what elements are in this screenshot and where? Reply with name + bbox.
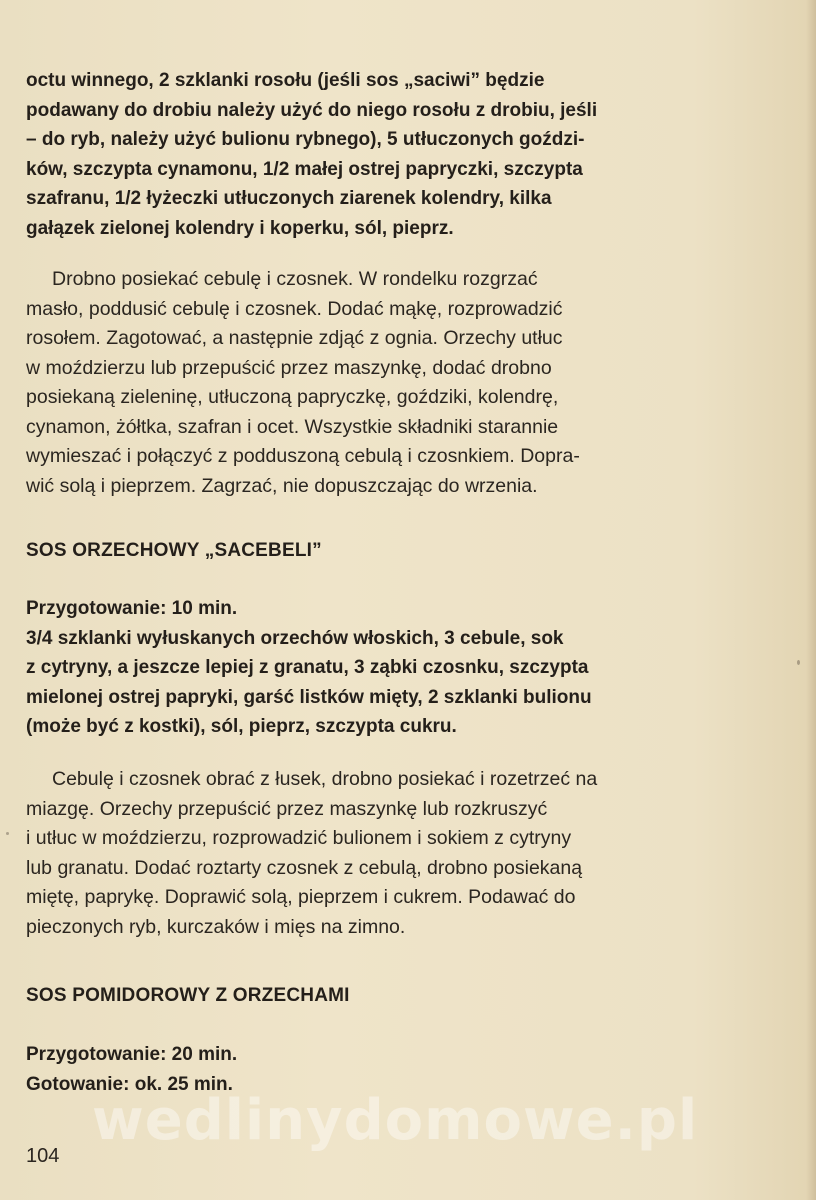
text-line: ków, szczypta cynamonu, 1/2 małej ostrej papryczki, szczypta	[26, 158, 583, 180]
text-line: gałązek zielonej kolendry i koperku, sól, pieprz.	[26, 217, 454, 239]
sacebeli-ingredients	[26, 594, 742, 742]
text-line: cynamon, żółtka, szafran i ocet. Wszystkie składniki starannie	[26, 415, 559, 438]
text-line: miazgę. Orzechy przepuścić przez maszynkę lub rozkruszyć	[26, 797, 548, 820]
prep-time: Przygotowanie: 10 min.	[26, 598, 238, 619]
saciwi-instructions	[26, 265, 742, 501]
text-line: i utłuc w moździerzu, rozprowadzić bulionem i sokiem z cytryny	[26, 827, 572, 849]
page-edge-shadow	[806, 0, 816, 1200]
text-line: miętę, paprykę. Doprawić solą, pieprzem i cukrem. Podawać do	[26, 886, 576, 908]
text-line: Cebulę i czosnek obrać z łusek, drobno posiekać i rozetrzeć na	[52, 768, 598, 790]
text-line: podawany do drobiu należy użyć do niego rosołu z drobiu, jeśli	[26, 99, 598, 121]
text-line: pieczonych ryb, kurczaków i mięs na zimno.	[26, 915, 406, 938]
text-line: mielonej ostrej papryki, garść listków mięty, 2 szklanki bulionu	[26, 686, 592, 708]
text-line: masło, poddusić cebulę i czosnek. Dodać mąkę, rozprowadzić	[26, 297, 563, 320]
text-line: octu winnego, 2 szklanki rosołu (jeśli sos „saciwi” będzie	[26, 70, 545, 91]
paper-speck	[6, 832, 9, 835]
cook-time: Gotowanie: ok. 25 min.	[26, 1073, 233, 1095]
text-line: – do ryb, należy użyć bulionu rybnego), 5 utłuczonych goździ-	[26, 129, 585, 150]
text-line: wić solą i pieprzem. Zagrzać, nie dopuszczając do wrzenia.	[26, 474, 538, 497]
prep-time: Przygotowanie: 20 min.	[26, 1044, 238, 1065]
text-line: szafranu, 1/2 łyżeczki utłuczonych ziarenek kolendry, kilka	[26, 188, 552, 209]
text-line: Drobno posiekać cebulę i czosnek. W rondelku rozgrzać	[52, 268, 538, 290]
text-line: (może być z kostki), sól, pieprz, szczypta cukru.	[26, 716, 457, 737]
text-line: posiekaną zieleninę, utłuczoną papryczkę, goździki, kolendrę,	[26, 386, 559, 408]
sacebeli-instructions	[26, 765, 742, 942]
text-line: lub granatu. Dodać roztarty czosnek z cebulą, drobno posiekaną	[26, 856, 583, 879]
page-number: 104	[26, 1145, 60, 1167]
text-line: z cytryny, a jeszcze lepiej z granatu, 3 ząbki czosnku, szczypta	[26, 657, 589, 678]
paper-speck	[797, 660, 800, 665]
ingredients-continued	[26, 66, 742, 243]
text-line: 3/4 szklanki wyłuskanych orzechów włoskich, 3 cebule, sok	[26, 627, 564, 649]
recipe-title-sacebeli: SOS ORZECHOWY „SACEBELI”	[26, 540, 322, 561]
recipe-title-pomidorowy: SOS POMIDOROWY Z ORZECHAMI	[26, 985, 350, 1006]
watermark: wedlinydomowe.pl	[92, 1088, 699, 1153]
text-line: wymieszać i połączyć z podduszoną cebulą i czosnkiem. Dopra-	[26, 445, 580, 467]
text-line: rosołem. Zagotować, a następnie zdjąć z ognia. Orzechy utłuc	[26, 327, 563, 349]
text-line: w moździerzu lub przepuścić przez maszynkę, dodać drobno	[26, 356, 552, 379]
